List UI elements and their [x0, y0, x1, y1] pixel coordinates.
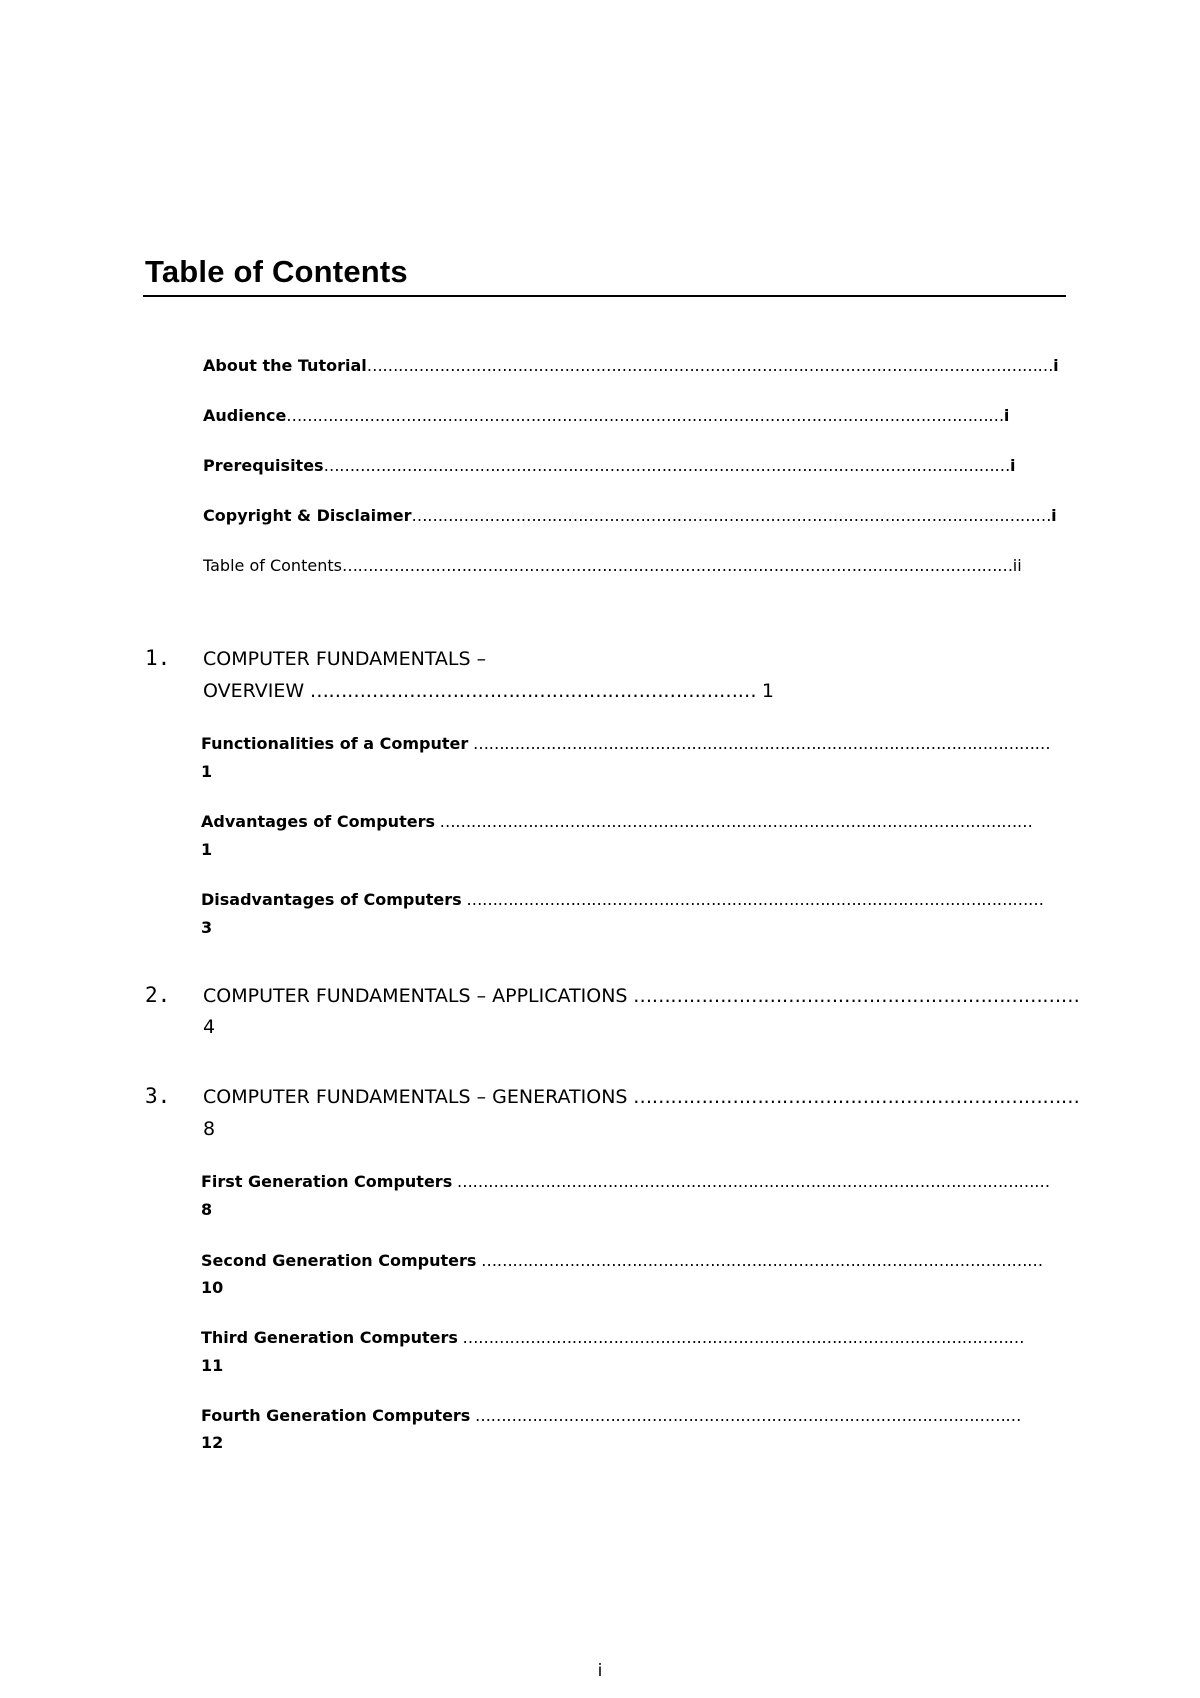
- title-rule: [143, 295, 1066, 297]
- toc-entry-advantages[interactable]: [201, 814, 1032, 830]
- chapter-title-generations[interactable]: [203, 1088, 1080, 1107]
- toc-entry-page-line: 1: [201, 840, 213, 859]
- toc-entry-label: Functionalities of a Computer: [201, 734, 469, 753]
- toc-entry-page-line: 12: [201, 1433, 224, 1452]
- chapter-page: 4: [203, 1016, 216, 1038]
- toc-entry-label: Prerequisites: [203, 456, 324, 475]
- toc-entry-page-line: 3: [201, 918, 213, 937]
- toc-entry-page: i: [1053, 356, 1059, 375]
- leader-dots: …………………………………………………………………………………………………: [461, 890, 1044, 909]
- toc-entry-table-of-contents[interactable]: [203, 558, 1022, 574]
- toc-entry-label: Advantages of Computers: [201, 812, 435, 831]
- leader-dots: ……………………………………………………………………………………………………………: [411, 506, 1052, 525]
- chapter-title-line1[interactable]: COMPUTER FUNDAMENTALS –: [203, 648, 487, 670]
- toc-entry-label: Fourth Generation Computers: [201, 1406, 471, 1425]
- leader-dots: ……………………………………………………………………………………………: [470, 1406, 1022, 1425]
- leader-dots: ………………………………………………………………………………………………: [457, 1328, 1025, 1347]
- toc-entry-third-generation[interactable]: [201, 1330, 1024, 1346]
- toc-entry-audience[interactable]: [203, 408, 1009, 424]
- toc-entry-copyright[interactable]: [203, 508, 1057, 524]
- toc-entry-label: Copyright & Disclaimer: [203, 506, 412, 525]
- toc-entry-first-generation[interactable]: [201, 1174, 1050, 1190]
- toc-entry-label: Second Generation Computers: [201, 1251, 477, 1270]
- footer-page-number: i: [597, 1661, 603, 1681]
- leader-dots: ……………………………………………………………………………………………………: [434, 812, 1033, 831]
- toc-entry-disadvantages[interactable]: [201, 892, 1044, 908]
- chapter-title-applications[interactable]: [203, 987, 1080, 1006]
- toc-entry-label: Audience: [203, 406, 287, 425]
- chapter-title: COMPUTER FUNDAMENTALS – APPLICATIONS: [203, 985, 628, 1007]
- chapter-number: 2.: [145, 983, 171, 1007]
- chapter-number: 3.: [145, 1084, 171, 1108]
- toc-entry-page-line: 8: [201, 1200, 213, 1219]
- leader-dots: ……………………………………………………………………………………………………: [452, 1172, 1050, 1191]
- toc-entry-label: Third Generation Computers: [201, 1328, 458, 1347]
- toc-entry-label: First Generation Computers: [201, 1172, 453, 1191]
- toc-entry-page: i: [1009, 456, 1016, 475]
- toc-entry-page: i: [1003, 406, 1010, 425]
- toc-entry-about-tutorial[interactable]: [203, 358, 1059, 374]
- leader-dots: …………………………………………………………………………………………………………………………: [286, 406, 1004, 425]
- chapter-page: 1: [761, 680, 774, 702]
- chapter-page: 8: [203, 1118, 216, 1140]
- toc-entry-page: ii: [1012, 556, 1022, 575]
- toc-entry-label: Table of Contents: [203, 556, 342, 575]
- toc-entry-functionalities[interactable]: [201, 736, 1050, 752]
- chapter-title: OVERVIEW: [203, 680, 305, 702]
- leader-dots: …………………………………………………………………………………………………………………: [341, 556, 1013, 575]
- leader-dots: ………………………………………………………………: [627, 985, 1080, 1007]
- chapter-title: COMPUTER FUNDAMENTALS – GENERATIONS: [203, 1086, 628, 1108]
- toc-entry-second-generation[interactable]: [201, 1253, 1043, 1269]
- leader-dots: …………………………………………………………………………………………………: [468, 734, 1051, 753]
- leader-dots: ……………………………………………………………………………………………………………………: [366, 356, 1054, 375]
- leader-dots: ………………………………………………………………: [304, 680, 762, 702]
- toc-entry-page-line: 11: [201, 1356, 224, 1375]
- toc-entry-label: Disadvantages of Computers: [201, 890, 462, 909]
- leader-dots: ………………………………………………………………: [627, 1086, 1080, 1108]
- toc-entry-page-line: 10: [201, 1278, 224, 1297]
- leader-dots: ……………………………………………………………………………………………………………………: [323, 456, 1010, 475]
- toc-entry-page: i: [1051, 506, 1057, 525]
- page-title: Table of Contents: [145, 254, 408, 289]
- leader-dots: ………………………………………………………………………………………………: [476, 1251, 1043, 1270]
- toc-entry-fourth-generation[interactable]: [201, 1408, 1021, 1424]
- toc-entry-page-line: 1: [201, 762, 213, 781]
- toc-entry-label: About the Tutorial: [203, 356, 367, 375]
- toc-entry-prerequisites[interactable]: [203, 458, 1015, 474]
- chapter-number: 1.: [145, 646, 171, 670]
- chapter-title-line2[interactable]: [203, 682, 774, 701]
